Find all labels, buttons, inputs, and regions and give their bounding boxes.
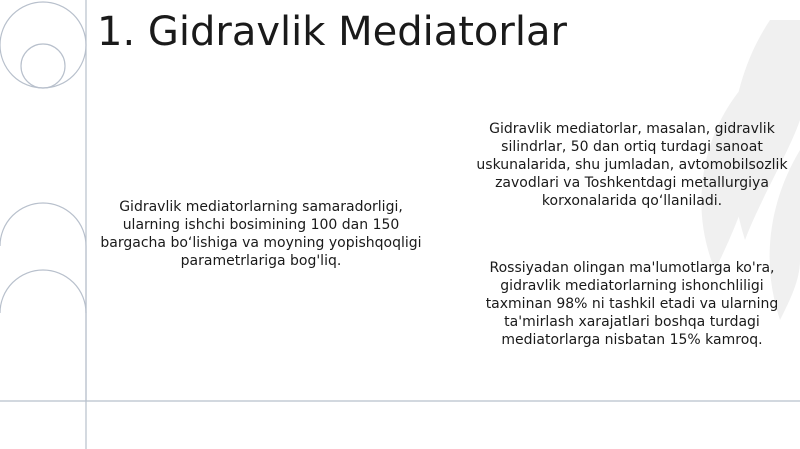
- right-paragraph-1: Gidravlik mediatorlar, masalan, gidravlik silindrlar, 50 dan ortiq turdagi sanoat uskunalarida, shu jumladan, avtomobilsozlik zavodlari va Toshkentdagi metallurgiya korxonalarida qo‘llaniladi.: [476, 121, 788, 209]
- arch-2: [0, 270, 86, 313]
- slide-title: 1. Gidravlik Mediatorlar: [97, 9, 567, 55]
- arch-1: [0, 203, 86, 401]
- right-paragraph-2: Rossiyadan olingan ma'lumotlarga ko'ra, gidravlik mediatorlarning ishonchliligi taxminan 98% ni tashkil etadi va ularning ta'mirlash xarajatlari boshqa turdagi mediatorlarga nisbatan 15% kamroq.: [485, 260, 779, 348]
- big-circle: [0, 2, 86, 88]
- left-paragraph: Gidravlik mediatorlarning samaradorligi, ularning ishchi bosimining 100 dan 150 bargacha bo‘lishiga va moyning yopishqoqligi parametrlariga bog'liq.: [100, 199, 422, 269]
- small-circle: [21, 44, 65, 88]
